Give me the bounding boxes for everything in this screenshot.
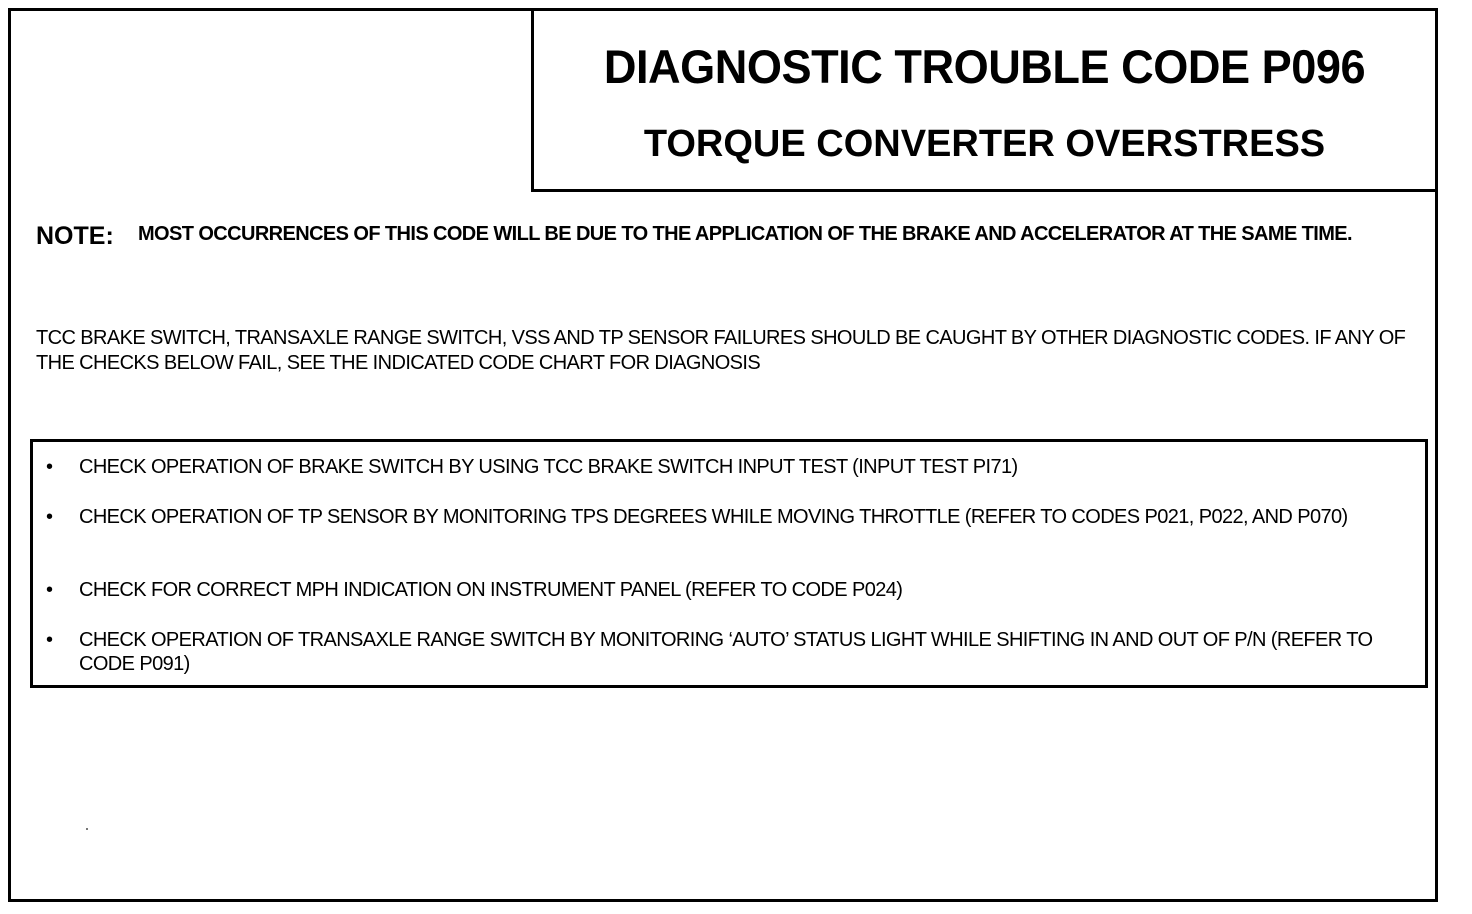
bullet-icon: • — [46, 506, 53, 528]
check-item-brake-switch — [46, 455, 1419, 479]
check-item-tp-sensor — [46, 505, 1419, 529]
check-item-transaxle-range-switch — [46, 628, 1419, 676]
check-item-text: CHECK OPERATION OF TRANSAXLE RANGE SWITCH BY MONITORING ‘AUTO’ STATUS LIGHT WHILE SHIFTING IN AND OUT OF P/N (REFER TO CODE P091) — [79, 629, 1373, 675]
check-item-text: CHECK FOR CORRECT MPH INDICATION ON INSTRUMENT PANEL (REFER TO CODE P024) — [79, 579, 903, 601]
note-text: MOST OCCURRENCES OF THIS CODE WILL BE DUE TO THE APPLICATION OF THE BRAKE AND ACCELERATOR AT THE SAME TIME. — [138, 223, 1352, 245]
scan-speck — [86, 828, 88, 830]
intro-paragraph: TCC BRAKE SWITCH, TRANSAXLE RANGE SWITCH, VSS AND TP SENSOR FAILURES SHOULD BE CAUGHT BY OTHER DIAGNOSTIC CODES. IF ANY OF THE CHECKS BELOW FAIL, SEE THE INDICATED CODE CHART FOR DIAGNOSIS — [36, 327, 1406, 374]
title-box — [531, 8, 1438, 192]
note-label: NOTE: — [36, 222, 114, 250]
check-item-mph-indication — [46, 578, 1419, 602]
bullet-icon: • — [46, 629, 53, 651]
page-title: DIAGNOSTIC TROUBLE CODE P096 — [603, 40, 1366, 93]
check-item-text: CHECK OPERATION OF TP SENSOR BY MONITORING TPS DEGREES WHILE MOVING THROTTLE (REFER TO CODES P021, P022, AND P070) — [79, 506, 1348, 528]
page-subtitle: TORQUE CONVERTER OVERSTRESS — [643, 123, 1326, 165]
checks-box — [30, 439, 1428, 688]
check-item-text: CHECK OPERATION OF BRAKE SWITCH BY USING TCC BRAKE SWITCH INPUT TEST (INPUT TEST PI71) — [79, 456, 1018, 478]
bullet-icon: • — [46, 579, 53, 601]
bullet-icon: • — [46, 456, 53, 478]
